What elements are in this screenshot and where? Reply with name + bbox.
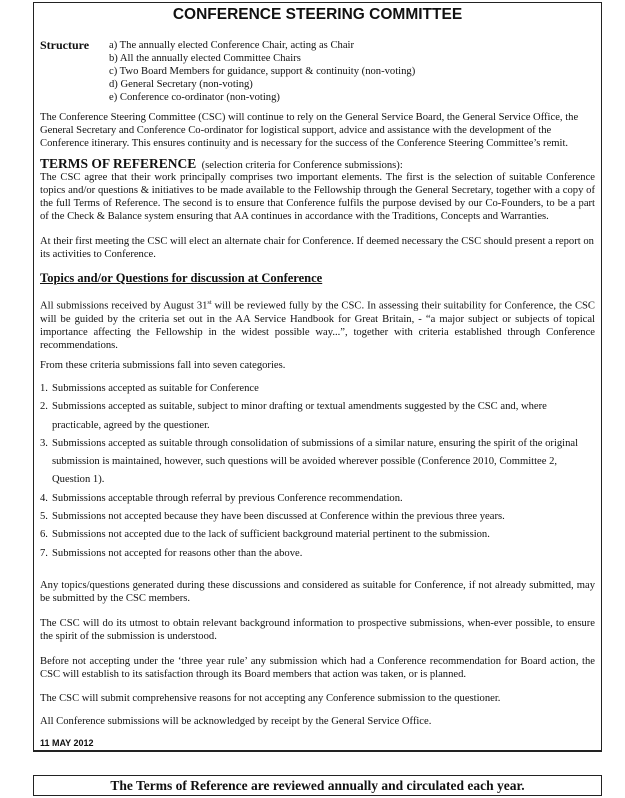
document-body (33, 2, 602, 752)
category-item (40, 490, 595, 508)
category-item (40, 508, 595, 526)
category-text: Submissions accepted as suitable for Conference (52, 383, 259, 394)
tor-paragraph: The CSC agree that their work principally comprises two important elements. The first is the selection of suitable Conference topics and/or questions & initiatives to be made available to the Fellowship through the General Secretary, together with a copy of the full Terms of Reference. The second is to ensure that Conference fulfils the purpose devised by our Co-Founders, to be a part of the Check & Balance system ensuring that AA continues in accordance with the Traditions, Concepts and Warranties. (40, 172, 595, 222)
topics-heading: Topics and/or Questions for discussion at Conference (40, 271, 323, 285)
tor-heading: TERMS OF REFERENCE (40, 156, 197, 171)
category-item (40, 435, 595, 490)
closing-paragraph: The CSC will submit comprehensive reasons for not accepting any Conference submission to the questioner. (40, 693, 501, 704)
submissions-paragraph (40, 297, 595, 352)
category-text: Submissions acceptable through referral by previous Conference recommendation. (52, 492, 403, 504)
categories-list (40, 380, 595, 563)
category-number: 5. (40, 511, 48, 523)
tor-subheading: (selection criteria for Conference submissions): (201, 160, 403, 171)
p1-text-rest: will be reviewed fully by the CSC. In assessing their suitability for Conference, the CSC will be guided by the criteria set out in the AA Service Handbook for Great Britain, - “a major subject or subjects of topical importance affecting the Fellowship in the widest possible way...”, together with criteria established through Conference recommendations. (40, 300, 596, 351)
structure-item: c) Two Board Members for guidance, support & continuity (non-voting) (109, 66, 416, 77)
category-text: Submissions not accepted because they have been discussed at Conference within the previous three years. (52, 511, 505, 523)
structure-item: e) Conference co-ordinator (non-voting) (109, 92, 280, 103)
category-item (40, 526, 595, 544)
category-number: 7. (40, 547, 48, 559)
closing-paragraph: Before not accepting under the ‘three year rule’ any submission which had a Conference recommendation for Board action, the CSC will establish to its satisfaction through its Board members that action was taken, or is planned. (40, 656, 595, 680)
closing-paragraph: The CSC will do its utmost to obtain relevant background information to prospective submissions, when-ever possible, to ensure the spirit of the submission is understood. (40, 618, 595, 642)
footer-note: The Terms of Reference are reviewed annually and circulated each year. (33, 775, 602, 796)
closing-paragraph: Any topics/questions generated during these discussions and considered as suitable for Conference, if not already submitted, may be submitted by the CSC members. (40, 580, 595, 604)
category-item (40, 380, 595, 398)
category-number: 4. (40, 492, 48, 504)
tor-heading-line (40, 157, 595, 172)
category-text: Submissions accepted as suitable through consolidation of submissions of a similar nature, ensuring the spirit of the original submission is maintained, however, such questions will be avoided wherever possible (Conference 2010, Committee 2, Question 1). (52, 437, 579, 486)
category-number: 2. (40, 401, 48, 413)
category-item (40, 398, 595, 435)
category-number: 6. (40, 529, 48, 541)
categories-intro: From these criteria submissions fall into seven categories. (40, 360, 286, 371)
category-number: 1. (40, 383, 48, 394)
structure-label: Structure (40, 38, 90, 52)
intro-paragraph: The Conference Steering Committee (CSC) will continue to rely on the General Service Board, the General Service Office, the General Secretary and Conference Co-ordinator for logistical support, advice and assistance with the development of the Conference itinerary. This ensures continuity and is necessary for the success of the Conference Steering Committee’s remit. (40, 112, 579, 149)
structure-list (109, 39, 415, 104)
category-text: Submissions accepted as suitable, subject to minor drafting or textual amendments suggested by the CSC and, where practicable, agreed by the questioner. (52, 401, 547, 431)
alternate-chair-paragraph: At their first meeting the CSC will elect an alternate chair for Conference. If deemed necessary the CSC should present a report on its activities to Conference. (40, 236, 594, 260)
p1-sup: st (207, 300, 212, 306)
document-date: 11 MAY 2012 (40, 738, 94, 748)
structure-item: a) The annually elected Conference Chair, acting as Chair (109, 40, 354, 51)
category-text: Submissions not accepted due to the lack of sufficient background material pertinent to the submission. (52, 529, 490, 541)
category-text: Submissions not accepted for reasons other than the above. (52, 547, 303, 559)
p1-text: All submissions received by August 31 (40, 300, 208, 312)
structure-item: b) All the annually elected Committee Chairs (109, 53, 301, 64)
category-number: 3. (40, 437, 48, 449)
category-item (40, 545, 595, 563)
page-title: CONFERENCE STEERING COMMITTEE (172, 6, 463, 23)
closing-paragraph: All Conference submissions will be acknowledged by receipt by the General Service Office. (40, 716, 432, 727)
structure-item: d) General Secretary (non-voting) (109, 79, 253, 90)
